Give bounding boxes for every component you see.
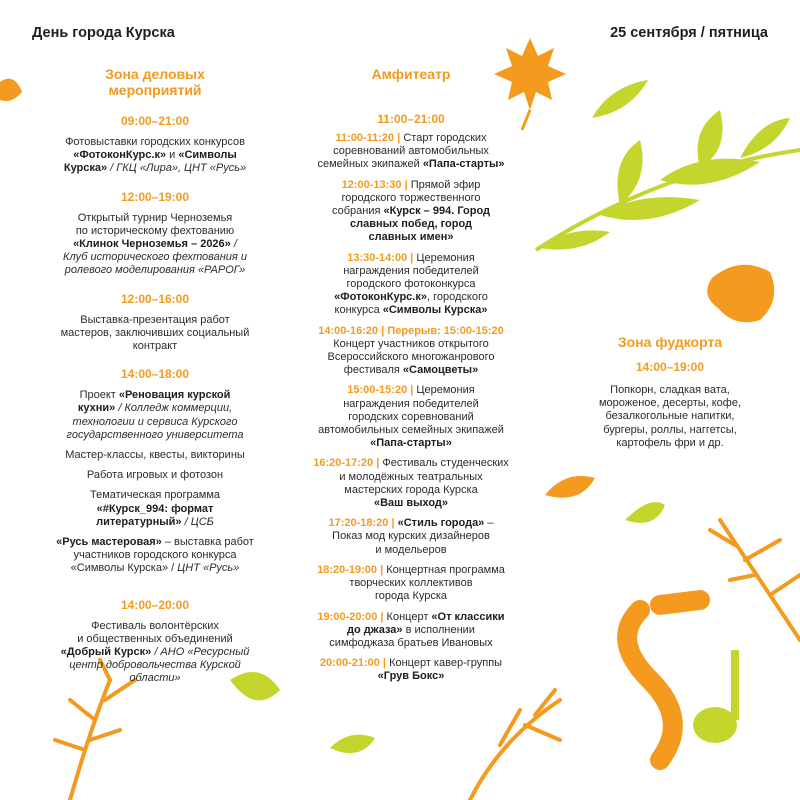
- event-description: Тематическая программа «#Курск_994: формат литературный» / ЦСБ: [89, 489, 221, 528]
- zone-title: Зона деловых мероприятий: [105, 66, 205, 98]
- time-label: 14:00–19:00: [635, 360, 705, 374]
- time-label: 14:00–18:00: [120, 367, 190, 382]
- event-item: 16:20-17:20 | Фестиваль студенческих и молодёжных театральных мастерских города Курска «Ваш выход»: [313, 457, 509, 510]
- event-description: Выставка-презентация работ мастеров, заключивших социальный контракт: [60, 313, 250, 353]
- music-note-icon: [627, 600, 737, 760]
- orange-branch-icon: [470, 690, 560, 800]
- food-zone: [560, 334, 780, 450]
- event-item: 13:30-14:00 | Церемония награждения победителей городского фотоконкурса «ФотоконКурс.к», городского конкурса «Символы Курска»: [334, 251, 488, 317]
- event-description: Фотовыставки городских конкурсов «ФотоконКурс.к» и «Символы Курска» / ГКЦ «Лира», ЦНТ «Русь»: [63, 136, 247, 175]
- date-label: 25 сентября / пятница: [610, 25, 768, 41]
- lime-branch-icon: [536, 110, 800, 250]
- orange-leaf-icon: [545, 476, 595, 498]
- orange-branch-icon: [710, 520, 800, 640]
- event-item: 18:20-19:00 | Концертная программа творческих коллективов города Курска: [317, 563, 505, 603]
- time-label: 12:00–16:00: [120, 291, 190, 306]
- time-label: 14:00–20:00: [120, 597, 190, 612]
- event-item: 15:00-15:20 | Церемония награждения победителей городских соревнований автомобильных семейных экипажей «Папа-старты»: [318, 384, 504, 450]
- event-item: 17:20-18:20 | «Стиль города» – Показ мод курских дизайнеров и модельеров: [328, 517, 494, 556]
- zone-title: Амфитеатр: [371, 66, 451, 82]
- event-item: 20:00-21:00 | Концерт кавер-группы «Грув Бокс»: [319, 657, 503, 683]
- food-list: Попкорн, сладкая вата, мороженое, десерты, кофе, безалкогольные напитки, бургеры, роллы, наггетсы, картофель фри и др.: [598, 384, 742, 449]
- event-description: Проект «Реновация курской кухни» / Колледж коммерции, технологии и сервиса Курского государственного университета: [66, 389, 244, 441]
- lime-leaf-icon: [330, 735, 375, 753]
- orange-leaf-icon: [0, 79, 22, 101]
- lime-leaf-icon: [625, 502, 665, 523]
- business-zone: [40, 66, 270, 693]
- event-item: 14:00-16:20 | Перерыв: 15:00-15:20 Концерт участников открытого Всероссийского многожанрового фестиваля «Самоцветы»: [318, 324, 504, 377]
- event-description: Открытый турнир Черноземья по историческому фехтованию «Клинок Черноземья – 2026» / Клуб исторического фехтования и ролевого моделирования «РАРОГ»: [63, 211, 247, 277]
- event-item: 11:00-11:20 | Старт городских соревнований автомобильных семейных экипажей «Папа-старты»: [317, 132, 505, 171]
- amphitheater-zone: [298, 66, 524, 691]
- time-label: 12:00–19:00: [120, 189, 190, 204]
- time-label: 09:00–21:00: [120, 114, 190, 128]
- event-item: 12:00-13:30 | Прямой эфир городского торжественного собрания «Курск – 994. Город славных побед, город славных имен»: [331, 178, 491, 244]
- event-description: Мастер-классы, квесты, викторины: [65, 449, 245, 462]
- orange-oak-leaf-icon: [707, 265, 774, 323]
- zone-title: Зона фудкорта: [617, 334, 723, 350]
- event-description: Фестиваль волонтёрских и общественных объединений «Добрый Курск» / АНО «Ресурсный центр добровольчества Курской области»: [60, 619, 250, 685]
- event-item: 19:00-20:00 | Концерт «От классики до джаза» в исполнении симфоджаза братьев Ивановых: [317, 610, 505, 649]
- event-description: «Русь мастеровая» – выставка работ участников городского конкурса «Символы Курска» / ЦНТ «Русь»: [56, 536, 254, 575]
- event-description: Работа игровых и фотозон: [86, 469, 224, 482]
- page-title: День города Курска: [32, 25, 175, 41]
- time-label: 11:00–21:00: [377, 112, 445, 126]
- lime-leaf-icon: [592, 80, 648, 118]
